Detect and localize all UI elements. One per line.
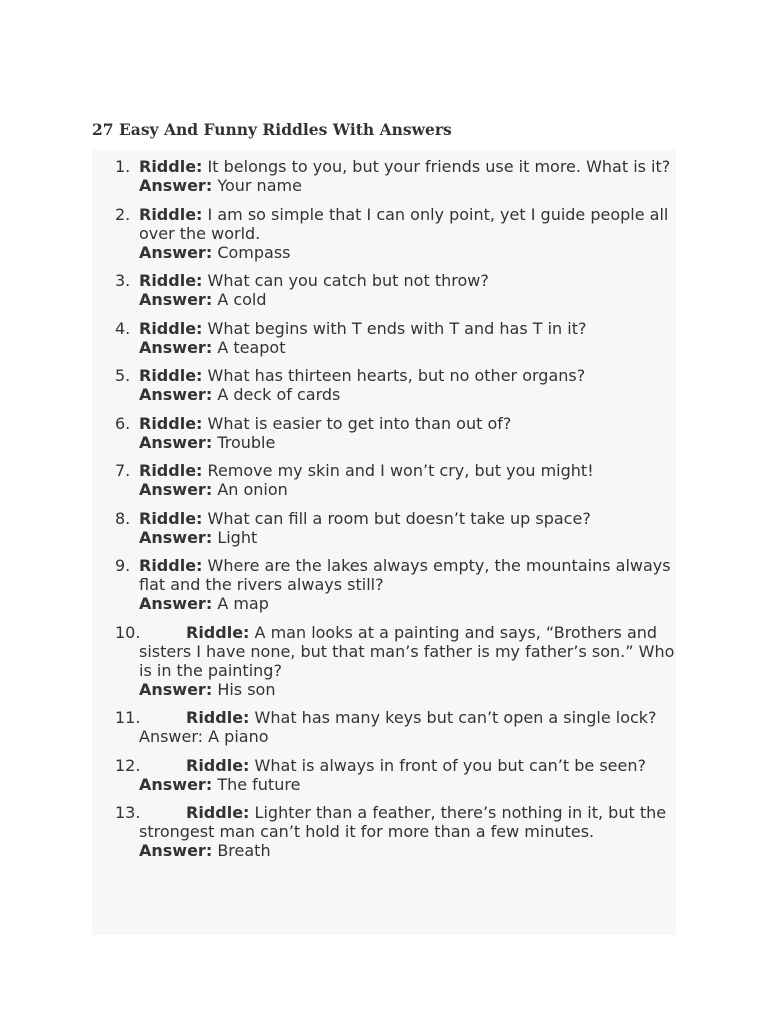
answer-line — [139, 176, 676, 195]
riddle-text-line — [139, 623, 676, 680]
riddle-text-line — [139, 461, 594, 480]
list-item — [92, 414, 676, 452]
answer-label: Answer: — [139, 841, 213, 860]
answer-label: Answer: — [139, 432, 213, 452]
riddle-text: What is always in front of you but can’t be seen? — [254, 755, 646, 775]
item-number: 13. — [115, 803, 141, 822]
riddle-text: Lighter than a feather, there’s nothing in it, but the strongest man can’t hold it for more than a few minutes. — [139, 803, 667, 841]
riddle-label: Riddle: — [139, 413, 203, 433]
riddle-text-line — [139, 366, 585, 385]
riddle-text: Where are the lakes always empty, the mountains always flat and the rivers always still? — [139, 556, 671, 594]
list-item — [92, 205, 676, 262]
riddle-text-line — [139, 509, 591, 528]
list-item — [92, 803, 676, 860]
answer-line — [139, 290, 676, 309]
answer-label: Answer: — [139, 527, 213, 547]
riddle-label: Riddle: — [139, 318, 203, 338]
riddle-text: It belongs to you, but your friends use it more. What is it? — [207, 157, 671, 176]
list-item — [92, 366, 676, 404]
riddles-panel — [92, 112, 676, 935]
answer-line — [139, 594, 676, 613]
answer-text: A deck of cards — [217, 385, 341, 404]
answer-line — [139, 385, 676, 404]
answer-label: Answer: — [139, 242, 213, 262]
riddle-text: I am so simple that I can only point, yet I guide people all over the world. — [139, 204, 669, 243]
riddle-text-line — [139, 319, 586, 338]
riddle-text: A man looks at a painting and says, “Brothers and sisters I have none, but that man’s father is my father’s son.” Who is in the painting? — [139, 622, 675, 680]
answer-text: The future — [217, 774, 301, 794]
answer-line — [139, 727, 676, 746]
list-item — [92, 623, 676, 699]
list-item — [92, 461, 676, 499]
title-bar — [92, 112, 676, 150]
riddle-label: Riddle: — [186, 803, 250, 822]
riddle-text: What begins with T ends with T and has T in it? — [207, 318, 587, 338]
answer-text: Compass — [217, 242, 291, 262]
answer-label: Answer: — [139, 337, 213, 357]
answer-label: Answer: — [139, 176, 213, 195]
answer-line — [139, 528, 676, 547]
answer-text: Breath — [217, 841, 271, 860]
riddle-label: Riddle: — [139, 157, 203, 176]
answer-text: Light — [217, 527, 258, 547]
riddle-text-line — [139, 708, 676, 727]
riddle-text-line — [139, 205, 668, 243]
answer-line — [139, 480, 676, 499]
item-number: 12. — [115, 755, 141, 775]
answer-line — [139, 338, 676, 357]
riddle-text: What is easier to get into than out of? — [207, 413, 512, 433]
riddle-label: Riddle: — [139, 271, 203, 290]
answer-line — [139, 841, 676, 860]
answer-label: Answer: — [139, 385, 213, 404]
riddle-label: Riddle: — [139, 556, 203, 575]
answer-text: An onion — [217, 480, 288, 499]
riddle-text: What has many keys but can’t open a single lock? — [254, 708, 657, 727]
answer-label: Answer: — [139, 290, 213, 309]
answer-line — [139, 243, 676, 262]
riddle-text-line — [139, 803, 676, 841]
riddle-text: What can you catch but not throw? — [207, 271, 489, 290]
riddle-label: Riddle: — [139, 461, 203, 480]
answer-label: Answer: — [139, 594, 213, 613]
riddle-text-line — [139, 756, 676, 775]
riddle-text-line — [139, 414, 511, 433]
list-item — [92, 157, 676, 195]
riddle-text-line — [139, 157, 670, 176]
answer-line — [139, 775, 676, 794]
riddle-label: Riddle: — [139, 508, 203, 528]
item-number: 4. — [115, 318, 131, 338]
answer-label: Answer: — [139, 480, 213, 499]
item-number: 6. — [115, 413, 131, 433]
item-number: 11. — [115, 708, 141, 727]
item-number: 7. — [115, 461, 131, 480]
page-title: 27 Easy And Funny Riddles With Answers — [92, 120, 452, 139]
item-number: 1. — [115, 157, 131, 176]
riddle-text-line — [139, 271, 489, 290]
answer-line — [139, 680, 676, 699]
riddle-text: What has thirteen hearts, but no other organs? — [207, 366, 586, 385]
list-item — [92, 271, 676, 309]
item-number: 8. — [115, 508, 131, 528]
list-item — [92, 708, 676, 746]
answer-text: A piano — [208, 727, 269, 746]
list-item — [92, 756, 676, 794]
list-item — [92, 556, 676, 613]
item-number: 3. — [115, 271, 131, 290]
answer-text: Your name — [217, 176, 302, 195]
riddle-text: What can fill a room but doesn’t take up space? — [207, 508, 591, 528]
answer-text: Trouble — [217, 432, 276, 452]
list-item — [92, 319, 676, 357]
riddle-label: Riddle: — [186, 708, 250, 727]
answer-label: Answer: — [139, 679, 213, 699]
riddle-list — [92, 157, 676, 870]
answer-label: Answer: — [139, 774, 213, 794]
riddle-label: Riddle: — [186, 622, 250, 642]
answer-text: His son — [217, 679, 276, 699]
item-number: 5. — [115, 366, 131, 385]
riddle-label: Riddle: — [139, 366, 203, 385]
item-number: 10. — [115, 622, 141, 642]
list-item — [92, 509, 676, 547]
riddle-text-line — [139, 556, 671, 594]
answer-text: A cold — [217, 290, 267, 309]
answer-line — [139, 433, 676, 452]
answer-text: A teapot — [217, 337, 286, 357]
item-number: 2. — [115, 204, 131, 224]
item-number: 9. — [115, 556, 131, 575]
riddle-label: Riddle: — [139, 204, 203, 224]
riddle-text: Remove my skin and I won’t cry, but you might! — [207, 461, 594, 480]
answer-text: A map — [217, 594, 269, 613]
riddle-label: Riddle: — [186, 755, 250, 775]
answer-label: Answer: — [139, 727, 204, 746]
